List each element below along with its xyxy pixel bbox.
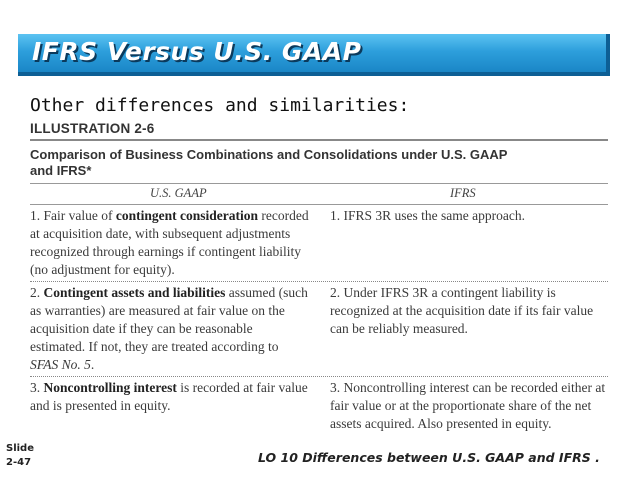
cell-text: 2. (30, 285, 44, 300)
cell-italic-term: SFAS No. 5 (30, 357, 91, 372)
cell-us-gaap (30, 207, 310, 279)
cell-text: recorded at acquisition date, with subsequent adjustments recognized through earnings if contingent liability (no adjustment for equity). (30, 208, 309, 277)
slide-subtitle: Other differences and similarities: (30, 95, 410, 116)
slide-title: IFRS Versus U.S. GAAP (32, 37, 362, 66)
title-bar (18, 34, 610, 76)
divider (30, 139, 608, 141)
table-row (30, 205, 608, 282)
cell-ifrs: 2. Under IFRS 3R a contingent liability is recognized at the acquisition date if its fair value can be reliably measured. (330, 285, 594, 336)
table-row (30, 282, 608, 377)
table-header (30, 183, 608, 205)
cell-ifrs: 1. IFRS 3R uses the same approach. (330, 208, 525, 223)
cell-text: . (90, 357, 95, 372)
column-header-ifrs: IFRS (450, 186, 476, 200)
cell-text: is recorded at fair value and is presented in equity. (30, 380, 308, 413)
caption-line-1: Comparison of Business Combinations and Consolidations under U.S. GAAP (30, 147, 508, 162)
slide-label: Slide (6, 443, 34, 454)
learning-objective: LO 10 Differences between U.S. GAAP and IFRS . (258, 450, 600, 465)
caption-line-2: and IFRS* (30, 163, 92, 178)
cell-text: assumed (such as warranties) are measured at fair value on the acquisition date if they can be reasonable estimated. If not, they are treated according to (30, 285, 308, 354)
cell-ifrs: 3. Noncontrolling interest can be recorded either at fair value or at the proportionate share of the net assets acquired. Also presented in equity. (330, 380, 606, 431)
illustration-table (30, 121, 608, 443)
cell-bold-term: Contingent assets and liabilities (43, 285, 226, 300)
column-header-us-gaap: U.S. GAAP (150, 186, 207, 200)
cell-us-gaap (30, 379, 310, 415)
table-row (30, 377, 608, 443)
illustration-label: ILLUSTRATION 2-6 (30, 121, 155, 136)
cell-bold-term: contingent consideration (115, 208, 258, 223)
slide-number: 2-47 (6, 457, 32, 468)
illustration-caption (30, 147, 608, 179)
cell-text: 1. Fair value of (30, 208, 116, 223)
cell-us-gaap (30, 284, 310, 374)
cell-bold-term: Noncontrolling interest (43, 380, 177, 395)
cell-text: 3. (30, 380, 44, 395)
slide-number-block (6, 442, 34, 470)
